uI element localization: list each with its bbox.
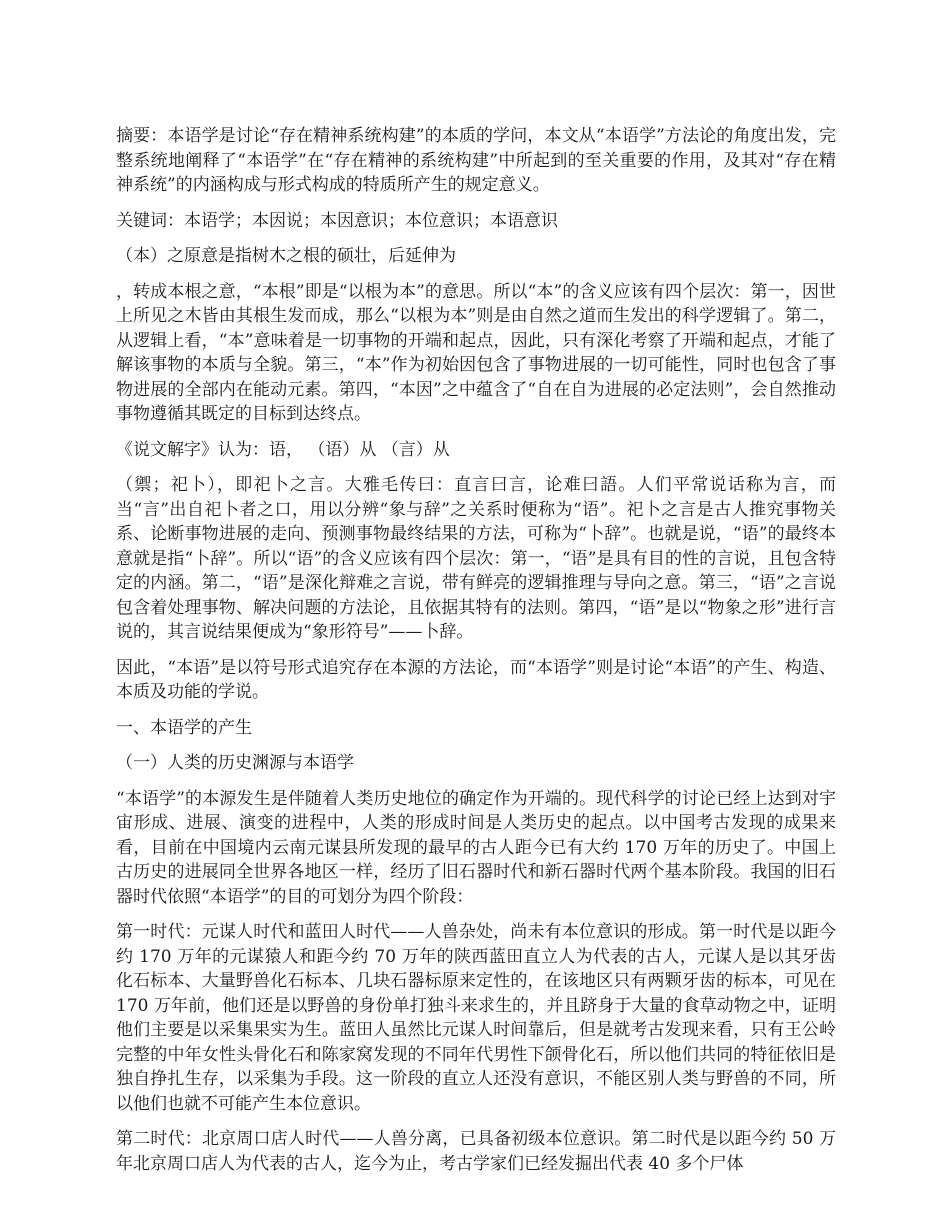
section-heading: 一、本语学的产生 — [116, 717, 252, 738]
body-paragraph: （禦；祀卜），即祀卜之言。大雅毛传曰：直言曰言，论难曰語。人们平常说话称为言，而当“言”出自祀卜者之口，用以分辨“象与辞”之关系时便称为“语”。祀卜之言是古人推究事物关系、论断事物进展的走向、预测事物最终结果的方法，可称为“卜辞”。也就是说，“语”的最终本意就是指“卜辞”。所以“语”的含义应该有四个层次：第一，“语”是具有目的性的言说，且包含特定的内涵。第二，“语”是深化辩难之言说，带有鲜亮的逻辑推理与导向之意。第三，“语”之言说包含着处理事物、解决问题的方法论，且依据其特有的法则。第四，“语”是以“物象之形”进行言说的，其言说结果便成为“象形符号”——卜辞。 — [116, 475, 836, 642]
body-paragraph: “本语学”的本源发生是伴随着人类历史地位的确定作为开端的。现代科学的讨论已经上达到对宇宙形成、进展、演变的进程中，人类的形成时间是人类历史的起点。以中国考古发现的成果来看，目前在中国境内云南元谋县所发现的最早的古人距今已有大约 170 万年的历史了。中国上古历史的进展同全世界各地区一样，经历了旧石器时代和新石器时代两个基本阶段。我国的旧石器时代依照“本语学”的目的可划分为四个阶段： — [116, 788, 836, 907]
document-page — [116, 124, 836, 1187]
body-paragraph: 《说文解字》认为：语， （语）从 （言）从 — [116, 439, 450, 460]
abstract-paragraph: 摘要：本语学是讨论“存在精神系统构建”的本质的学问，本文从“本语学”方法论的角度出发，完整系统地阐释了“本语学”在“存在精神的系统构建”中所起到的至关重要的作用，及其对“存在精神系统”的内涵构成与形式构成的特质所产生的规定意义。 — [116, 126, 836, 195]
body-paragraph: 第二时代：北京周口店人时代——人兽分离，已具备初级本位意识。第二时代是以距今约 50 万年北京周口店人为代表的古人，迄今为止，考古学家们已经发掘出代表 40 多个尸体 — [116, 1129, 836, 1174]
subsection-heading: （一）人类的历史渊源与本语学 — [116, 753, 354, 773]
body-paragraph: 因此，“本语”是以符号形式追究存在本源的方法论，而“本语学”则是讨论“本语”的产生、构造、本质及功能的学说。 — [116, 657, 836, 702]
body-paragraph: ，转成本根之意，“本根”即是“以根为本”的意思。所以“本”的含义应该有四个层次：第一，因世上所见之木皆由其根生发而成，那么“以根为本”则是由自然之道而生发出的科学逻辑了。第二，从逻辑上看，“本”意味着是一切事物的开端和起点，因此，只有深化考察了开端和起点，才能了解该事物的本质与全貌。第三，“本”作为初始因包含了事物进展的一切可能性，同时也包含了事物进展的全部内在能动元素。第四，“本因”之中蕴含了“自在自为进展的必定法则”，会自然推动事物遵循其既定的目标到达终点。 — [116, 281, 836, 424]
body-paragraph: 第一时代：元谋人时代和蓝田人时代——人兽杂处，尚未有本位意识的形成。第一时代是以距今约 170 万年的元谋猿人和距今约 70 万年的陕西蓝田直立人为代表的古人，元谋人是以其牙齿化石标本、大量野兽化石标本、几块石器标原来定性的，在该地区只有两颗牙齿的标本，可见在 170 万年前，他们还是以野兽的身份单打独斗来求生的，并且跻身于大量的食草动物之中，证明他们主要是以采集果实为生。蓝田人虽然比元谋人时间靠后，但是就考古发现来看，只有王公岭完整的中年女性头骨化石和陈家窝发现的不同年代男性下颌骨化石，所以他们共同的特征依旧是独自挣扎生存，以采集为手段。这一阶段的直立人还没有意识，不能区别人类与野兽的不同，所以他们也就不可能产生本位意识。 — [116, 922, 836, 1114]
keywords-paragraph: 关键词：本语学；本因说；本因意识；本位意识；本语意识 — [116, 210, 558, 231]
body-paragraph: （本）之原意是指树木之根的硕壮，后延伸为 — [116, 246, 456, 266]
